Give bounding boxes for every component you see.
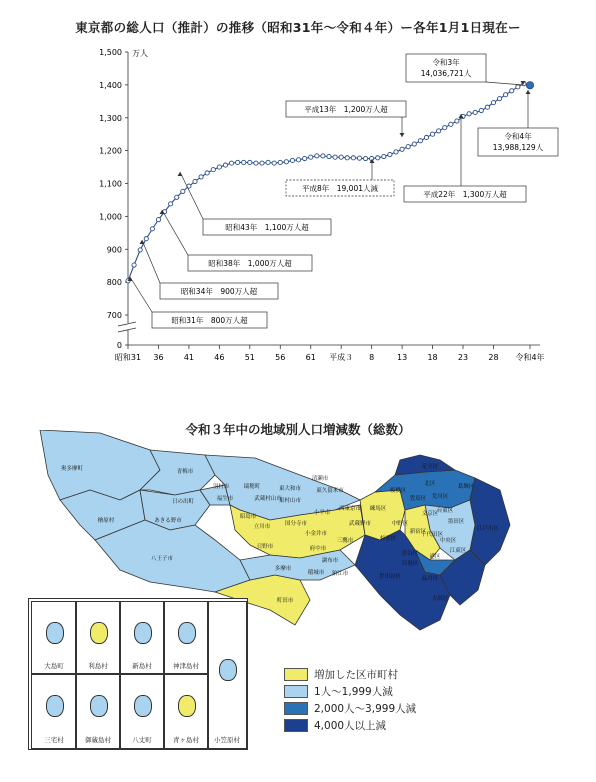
x-tick-label: 51 — [244, 353, 255, 362]
data-point — [467, 112, 471, 116]
island-shape — [46, 695, 64, 717]
map-region-label: 練馬区 — [369, 506, 387, 512]
island-label: 利島村 — [88, 662, 108, 670]
annotation-text: 平成22年 1,300万人超 — [423, 190, 507, 199]
island-shape — [90, 622, 108, 644]
annotation-leader — [142, 240, 160, 283]
data-point — [437, 129, 441, 133]
annotation-text: 昭和31年 800万人超 — [171, 316, 248, 325]
islands-inset — [28, 598, 248, 750]
data-point — [406, 145, 410, 149]
map-region-label: 杉並区 — [379, 536, 397, 542]
map-title: 令和３年中の地域別人口増減数（総数） — [185, 422, 411, 437]
data-point — [260, 161, 264, 165]
x-tick-label: 61 — [305, 353, 316, 362]
data-point — [339, 155, 343, 159]
legend-item — [284, 683, 416, 700]
annotation-text: 昭和43年 1,100万人超 — [225, 223, 309, 232]
map-region-label: 板橋区 — [389, 488, 407, 494]
legend-swatch — [284, 719, 308, 732]
island-label: 三宅村 — [44, 736, 64, 744]
map-region-label: 府中市 — [309, 546, 327, 552]
data-point — [430, 132, 434, 136]
data-point — [223, 163, 227, 167]
map-region-label: 足立区 — [421, 464, 439, 470]
map-region-label: 小平市 — [313, 510, 331, 516]
data-point — [351, 156, 355, 160]
chart-annotation — [286, 159, 394, 196]
island-shape — [46, 622, 64, 644]
data-point — [382, 154, 386, 158]
map-region-label: 日の出町 — [171, 499, 195, 505]
y-axis-unit: 万人 — [132, 49, 148, 58]
map-region-label: 荒川区 — [431, 494, 449, 500]
y-tick-label: 1,100 — [99, 179, 122, 189]
legend-swatch — [284, 668, 308, 681]
data-point — [504, 93, 508, 97]
map-region-label: 台東区 — [436, 508, 454, 514]
map-region-label: 檜原村 — [97, 518, 115, 524]
legend-item — [284, 666, 416, 683]
island-panel — [75, 601, 121, 675]
x-tick-label: 41 — [183, 353, 195, 362]
data-point — [333, 155, 337, 159]
map-region-label: 町田市 — [276, 598, 294, 604]
y-tick-label: 1,400 — [99, 80, 122, 90]
data-point — [394, 150, 398, 154]
x-tick-label: 56 — [275, 353, 286, 362]
annotations — [128, 54, 559, 328]
map-region-label: 文京区 — [421, 511, 439, 517]
data-point — [516, 85, 520, 89]
data-point — [132, 263, 136, 267]
y-tick-label: 700 — [106, 311, 122, 320]
island-panel — [163, 673, 209, 749]
map-region-label: 新宿区 — [409, 529, 427, 535]
map-region-label: 清瀬市 — [311, 476, 329, 482]
data-point — [485, 105, 489, 109]
data-point — [248, 160, 252, 164]
x-tick-label: 36 — [153, 353, 164, 362]
data-point — [345, 156, 349, 160]
data-point — [357, 156, 361, 160]
island-label: 神津島村 — [173, 662, 199, 670]
data-point — [363, 156, 367, 160]
y-tick-label: 1,200 — [99, 146, 122, 156]
map-region-label: 中野区 — [391, 521, 409, 527]
map-region-label: 東久留米市 — [316, 488, 344, 494]
map-region-label: 目黒区 — [401, 561, 419, 567]
island-shape — [178, 695, 196, 717]
data-point — [138, 248, 142, 252]
island-label: 青ヶ島村 — [173, 736, 199, 744]
data-point — [526, 82, 533, 89]
island-shape — [178, 622, 196, 644]
x-tick-label: 平成３ — [329, 353, 354, 362]
x-tick-label: 28 — [488, 353, 499, 362]
x-tick-label: 令和4年 — [515, 353, 545, 362]
data-point — [205, 171, 209, 175]
y-axis — [99, 48, 148, 350]
data-point — [376, 156, 380, 160]
data-point — [229, 161, 233, 165]
y-tick-label: 800 — [106, 278, 122, 288]
data-point — [449, 122, 453, 126]
island-label: 八丈町 — [132, 736, 152, 744]
chart-annotation — [404, 114, 526, 202]
annotation-arrowhead — [178, 172, 183, 176]
data-point — [388, 152, 392, 156]
map-region-label: 八王子市 — [150, 556, 174, 562]
map-region-label: 品川区 — [421, 576, 439, 582]
annotation-text: 平成13年 1,200万人超 — [304, 105, 388, 114]
y-tick-label: 1,300 — [99, 113, 122, 123]
data-point — [211, 168, 215, 172]
island-panel — [75, 673, 121, 749]
island-shape — [219, 659, 237, 681]
map-legend — [284, 666, 416, 734]
map-region-label: 福生市 — [216, 496, 234, 502]
annotation-text: 令和4年 — [504, 132, 532, 141]
x-tick-label: 昭和31 — [114, 353, 142, 362]
island-label: 小笠原村 — [214, 736, 240, 744]
map-region-label: 狛江市 — [331, 571, 349, 577]
map-region-label: 国分寺市 — [284, 521, 308, 527]
x-tick-label: 18 — [427, 353, 438, 362]
data-point — [284, 160, 288, 164]
data-point — [199, 175, 203, 179]
data-point — [156, 218, 160, 222]
annotation-leader — [130, 277, 152, 312]
island-shape — [134, 622, 152, 644]
map-region-label: 西東京市 — [338, 506, 362, 512]
map-region-label: 豊島区 — [409, 496, 427, 502]
data-point — [296, 158, 300, 162]
map-region-label: 多摩市 — [274, 566, 292, 572]
y-tick-label: 0 — [116, 341, 122, 350]
chart-annotation — [478, 90, 558, 156]
y-tick-label: 900 — [106, 245, 122, 255]
x-tick-label: 13 — [396, 353, 408, 362]
data-point — [254, 161, 258, 165]
data-point — [497, 97, 501, 101]
annotation-text: 13,988,129人 — [492, 143, 544, 152]
island-panel — [31, 601, 77, 675]
data-point — [290, 158, 294, 162]
data-point — [473, 110, 477, 114]
legend-label: 1人〜1,999人減 — [314, 686, 393, 698]
map-region-label: 葛飾区 — [457, 484, 475, 490]
data-point — [315, 154, 319, 158]
legend-swatch — [284, 685, 308, 698]
x-axis — [115, 345, 545, 362]
island-panel — [31, 673, 77, 749]
island-label: 新島村 — [132, 662, 152, 670]
x-tick-label: 23 — [457, 353, 469, 362]
island-label: 大島町 — [44, 662, 64, 670]
legend-swatch — [284, 702, 308, 715]
map-region-label: 江東区 — [449, 548, 467, 554]
map-region-label: 大田区 — [431, 596, 449, 602]
map-region-label: 東村山市 — [278, 498, 302, 504]
map-region-label: あきる野市 — [154, 518, 182, 524]
annotation-arrowhead — [526, 90, 531, 94]
island-panel — [119, 601, 165, 675]
map-region-label: 中央区 — [439, 538, 457, 544]
data-point — [321, 154, 325, 158]
map-region-label: 東大和市 — [278, 486, 302, 492]
legend-label: 増加した区市町村 — [314, 669, 398, 681]
data-point — [412, 142, 416, 146]
map-region-label: 日野市 — [256, 544, 274, 550]
data-point — [242, 160, 246, 164]
legend-label: 2,000人〜3,999人減 — [314, 703, 417, 715]
axis-break-mark — [118, 322, 136, 332]
island-shape — [90, 695, 108, 717]
island-shape — [134, 695, 152, 717]
chart-annotation — [406, 54, 526, 85]
map-region-label: 武蔵村山市 — [254, 496, 282, 502]
map-region-label: 小金井市 — [304, 531, 328, 537]
population-line-chart — [0, 30, 596, 375]
map-region-label: 武蔵野市 — [348, 521, 372, 527]
data-point — [309, 155, 313, 159]
annotation-arrowhead — [400, 133, 405, 137]
map-region-label: 奥多摩町 — [60, 466, 84, 472]
x-tick-label: 8 — [369, 353, 375, 362]
annotation-text: 14,036,721人 — [420, 69, 472, 78]
island-panel — [207, 601, 247, 749]
map-region-label: 千代田区 — [420, 532, 444, 538]
map-region-label: 昭島市 — [239, 514, 257, 520]
island-panel — [119, 673, 165, 749]
chart-title: 東京都の総人口（推計）の推移（昭和31年〜令和４年）ー各年1月1日現在ー — [75, 20, 521, 35]
data-point — [278, 160, 282, 164]
map-region-label: 渋谷区 — [401, 551, 419, 557]
data-point — [424, 135, 428, 139]
data-point — [510, 89, 514, 93]
data-point — [303, 156, 307, 160]
data-point — [217, 165, 221, 169]
y-tick-label: 1,500 — [99, 48, 122, 57]
map-region-label: 青梅市 — [176, 469, 194, 475]
map-region-label: 立川市 — [253, 524, 271, 530]
legend-item — [284, 700, 416, 717]
x-tick-label: 46 — [214, 353, 225, 362]
island-label: 御蔵島村 — [85, 736, 111, 744]
map-region-label: 羽村市 — [212, 484, 230, 490]
annotation-leader — [162, 210, 188, 255]
annotation-text: 平成8年 19,001人減 — [301, 184, 379, 193]
data-point — [175, 195, 179, 199]
legend-item — [284, 717, 416, 734]
data-point — [181, 189, 185, 193]
data-point — [418, 139, 422, 143]
annotation-leader — [486, 82, 523, 85]
data-point — [144, 237, 148, 241]
data-point — [443, 126, 447, 130]
annotation-text: 昭和38年 1,000万人超 — [208, 259, 292, 268]
data-point — [400, 147, 404, 151]
annotation-text: 昭和34年 900万人超 — [180, 287, 258, 296]
chart-annotation — [286, 101, 406, 137]
y-tick-label: 1,000 — [99, 212, 122, 222]
legend-label: 4,000人以上減 — [314, 720, 387, 732]
data-point — [150, 227, 154, 231]
data-point — [491, 101, 495, 105]
data-point — [327, 154, 331, 158]
map-region-label: 北区 — [424, 481, 436, 487]
map-region-label: 世田谷区 — [378, 574, 402, 580]
map-region-label: 瑞穂町 — [243, 484, 261, 490]
annotation-leader — [180, 172, 203, 219]
annotation-text: 令和3年 — [432, 58, 460, 67]
data-point — [266, 160, 270, 164]
annotation-arrowhead — [140, 240, 145, 244]
data-point — [236, 160, 240, 164]
island-panel — [163, 601, 209, 675]
map-region-label: 稲城市 — [307, 570, 325, 576]
region-edogawa — [470, 478, 510, 565]
map-region-label: 墨田区 — [447, 519, 465, 525]
data-point — [455, 119, 459, 123]
map-region-label: 三鷹市 — [336, 538, 354, 544]
data-point — [193, 179, 197, 183]
map-region-label: 調布市 — [321, 558, 339, 564]
data-point — [272, 161, 276, 165]
map-region-label: 港区 — [429, 554, 441, 560]
map-region-label: 江戸川区 — [476, 526, 500, 532]
data-point — [479, 108, 483, 112]
data-point — [169, 202, 173, 206]
